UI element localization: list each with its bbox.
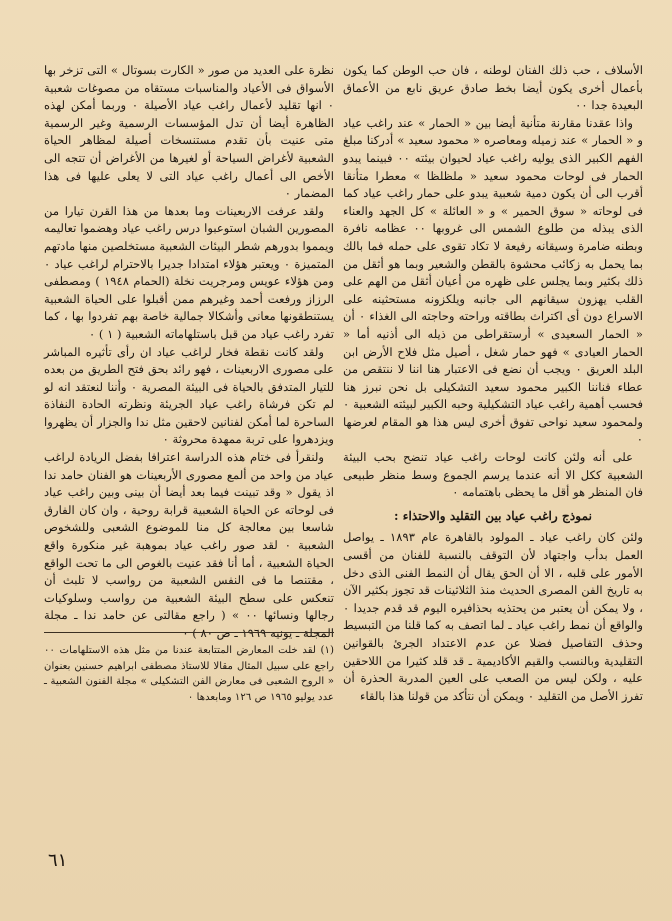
footnote: (١) لقد خلت المعارض المتتابعة عندنا من مثل هذه الاستلهامات ٠٠ راجع على سبيل المثال مقالا للاستاذ مصطفى ابراهيم حسنين بعنوان « الروح الشعبى فى معارض الفن التشكيلى » مجلة الفنون الشعبية ـ عدد يوليو ١٩٦٥ ص ١٢٦ ومابعدها ٠ (44, 645, 334, 703)
body-paragraph: ولنقرأ فى ختام هذه الدراسة اعترافا بفضل الريادة لراغب عياد من واحد من ألمع مصورى الأربعينات هو الفنان حامد ندا اذ يقول « وقد تبينت فيما بعد أيضا أن بينى وبين راغب عياد فى لوحاته عن الحياة الشعبية قرابة روحية ، وان كان الفارق شاسعا بين معالجة كل منا للموضوع الشعبى وللشخوص الشعبية ٠ لقد صور راغب عياد بموهبة غير منكورة واقع الحياة الشعبية ، أما أنا فقد عنيت بالغوص الى ما تحت الواقع ، مقتنصا ما فى النفس الشعبية من رواسب لا تلبث أن تنعكس على سطح البيئة الشعبية من رواسب وسلوكيات رجالها ونسائها ٠٠ » ( راجع مقالتى عن حامد ندا ـ مجلة المجلة ـ يونيه ١٩٦٩ ـ ص ٨٠ ) ٠ (44, 450, 334, 640)
body-paragraph: ولقد عرفت الاربعينات وما بعدها من هذا القرن تيارا من المصورين الشبان استوعبوا درس راغب عياد وهضموا تعاليمه ويمموا بدورهم شطر البيئات الشعبية مستخلصين منها مادتهم المتميزة ٠ ويعتبر هؤلاء امتدادا جديرا بالاحترام لراغب عياد ٠ ومن هؤلاء عويس ومرجريت نخلة (الحمام ١٩٤٨ ) ومصطفى الرزاز ورفعت أحمد وغيرهم ممن أقبلوا على الحياة الشعبية يستنطقونها معانى وأشكالا جمالية خاصة بهم تفردوا بها ، كما تفرد راغب عياد من قبل باستلهاماته الشعبية ( ١ ) ٠ (44, 203, 334, 341)
left-text-column (44, 62, 334, 643)
body-paragraph: واذا عقدنا مقارنة متأنية أيضا بين « الحمار » عند راغب عياد و « الحمار » عند زميله ومعاصره « محمود سعيد » أدركنا مبلغ الفهم الكبير الذى يوليه راغب عياد لحيوان بيئته ٠٠ فبينما يبدو الحمار فى لوحات محمود سعيد « ملظلظا » معطرا متأنقا أقرب الى أن يكون دمية شعبية يبدو على حمار راغب عياد كما فى لوحاته « سوق الحمير » و « العائلة » كل الجهد والعناء الذى يبذله من طلوع الشمس الى غروبها ٠٠ عظامه نافرة وبطنه ضامرة وسيقانه رفيعة لا تكاد تقوى على حمله فما بالك بما يحمل به زكائب محشوة بالقطن والشعير وبما هو أثقل من ذلك بكثير وبما يجلس على ظهره من أعيان أثقل من الهم على القلب يهزون سيقانهم الى جانبه ويلكزونه مستحثينه على الاسراع دون أى اكتراث بطاقته وراحته وحاجته الى الغذاء ٠ أن « الحمار السعيدى » أرستقراطى من ذيله الى أذنيه أما « الحمار العيادى » فهو حمار شغل ، أصيل مثل فلاح الأرض ابن البلد العريق ٠ ويجب أن نضع فى الاعتبار هنا اننا لا ننتقص من عطاء فناننا الكبير محمود سعيد التشكيلى بل نحن نبرز هنا فحسب أهمية راغب عياد التشكيلية وحبه الكبير لبيئته الشعبية ٠ ولمحمود سعيد نواحى تفوق أخرى ليس هذا هو المقام لعرضها ٠ (343, 115, 644, 447)
body-paragraph: ولئن كان راغب عياد ـ المولود بالقاهرة عام ١٨٩٣ ـ يواصل العمل بدأب واجتهاد لأن التوقف بالنسبة للفنان من أقسى الأمور على قلبه ، الا أن الحق يقال أن النمط الفنى الذى دخل به تاريخ الفن المصرى الحديث منذ الثلاثينات قد تجوز بكثير الآن ، ولا يمكن أن يعتبر من يحتذيه بحذافيره اليوم قد قدم جديدا ٠ والواقع أن نمط راغب عياد ـ لما اتصف به كما قلنا من التبسيط وحذف التفاصيل فضلا عن عدم الاعتداد الجرئ بالقوانين التقليدية وبالنسب والقيم الأكاديمية ـ قد قلد كثيرا من اللاحقين عليه ، ولكن ليس من الصعب على العين المدربة الحذرة أن تفرز الأصل من التقليد ٠ ويمكن أن نتأكد من قولنا هذا بالقاء (343, 530, 643, 703)
section-heading: نموذج راغب عياد بين التقليد والاحتذاء : (393, 508, 593, 523)
body-paragraph: نظرة على العديد من صور « الكارت بسوتال » التى تزخر بها الأسواق فى الأعياد والمناسبات مستقاه من مصوغات شعبية ٠ انها تقليد لأعمال راغب عياد الأصيلة ٠ وربما أمكن لهذه الظاهرة أيضا أن تدل المؤسسات الرسمية وغير الرسمية متى عنيت بأن تقدم مستنسخات أصيلة لمظاهر الحياة الشعبية لأغراض السياحة أو لغيرها من الأغراض أن تتجه الى الأخص الى أعمال راغب عياد التى لا يعلى عليها فى هذا المضمار ٠ (44, 63, 334, 201)
page-number: ٦١ (48, 850, 68, 871)
footnote-divider (44, 632, 334, 633)
right-text-column (343, 62, 643, 705)
body-paragraph: على أنه ولئن كانت لوحات راغب عياد تنضح بحب البيئة الشعبية ككل الا أنه عندما يرسم الجموع وسط منظر طبيعى فان المنظر هو أقل ما يحظى باهتمامه ٠ (343, 450, 643, 500)
body-paragraph: ولقد كانت نقطة فخار لراغب عياد ان رأى تأثيره المباشر على مصورى الاربعينات ، فهو رائد بحق فتح الطريق من بعده للتيار المتدفق بالحياة فى البيئة المصرية ٠ وأننا لنعتقد انه لو لم تكن فرشاة راغب عياد الجريئة ونظرته الحادة النفاذة الساحرة لما أمكن لفنانين لاحقين مثل ندا والجزار أن يظهروا ويزدهروا على تربة ممهدة محروثة ٠ (44, 344, 335, 447)
body-paragraph: الأسلاف ، حب ذلك الفنان لوطنه ، فان حب الوطن كما يكون بأعمال أخرى يكون أيضا بخط صادق عريق نابع من الأعماق البعيدة جدا ٠٠ (343, 63, 643, 113)
